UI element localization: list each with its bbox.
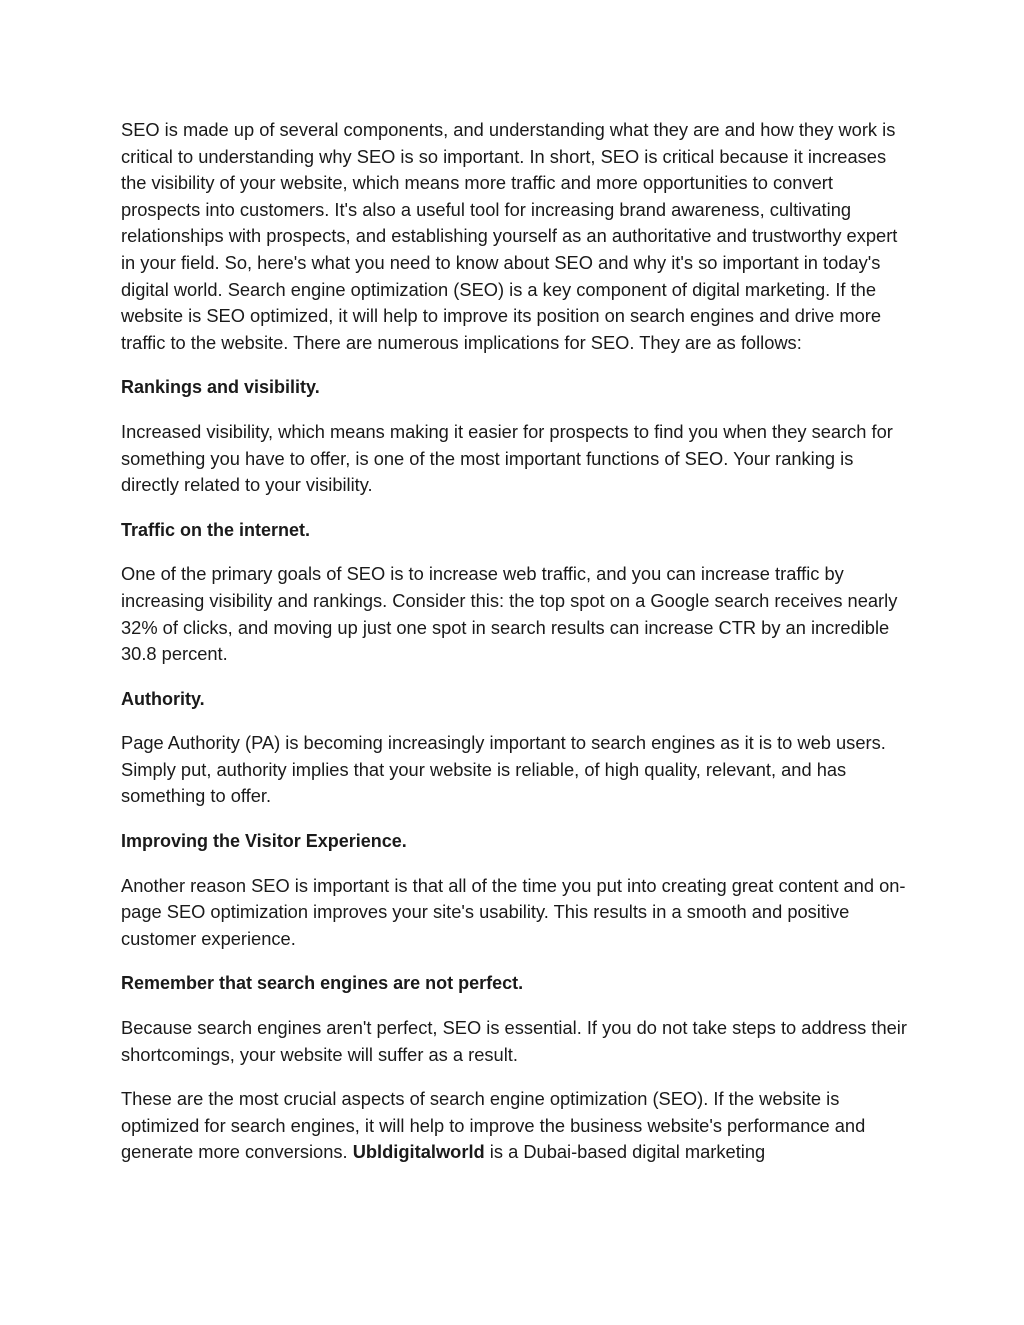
section-heading-traffic: Traffic on the internet.: [121, 519, 311, 540]
section-body-visitor-experience: Another reason SEO is important is that all of the time you put into creating great content and on-page SEO optimization improves your site's usability. This results in a smooth and positive customer experience.: [121, 874, 906, 949]
section-heading-rankings: Rankings and visibility.: [121, 377, 320, 398]
section-body-authority: Page Authority (PA) is becoming increasingly important to search engines as it is to web users. Simply put, authority implies that your website is reliable, of high quality, relevant, and has something to offer.: [121, 732, 886, 807]
section-heading-search-engines: Remember that search engines are not perfect.: [121, 973, 524, 994]
intro-paragraph: SEO is made up of several components, and understanding what they are and how they work is critical to understanding why SEO is so important. In short, SEO is critical because it increases the visibility of your website, which means more traffic and more opportunities to convert prospects into customers. It's also a useful tool for increasing brand awareness, cultivating relationships with prospects, and establishing yourself as an authoritative and trustworthy expert in your field. So, here's what you need to know about SEO and why it's so important in today's digital world. Search engine optimization (SEO) is a key component of digital marketing. If the website is SEO optimized, it will help to improve its position on search engines and drive more traffic to the website. There are numerous implications for SEO. They are as follows:: [121, 119, 898, 353]
closing-text-before: These are the most crucial aspects of search engine optimization (SEO). If the website is optimized for search engines, it will help to improve the business website's performance and generate more conversions.: [121, 1088, 866, 1163]
closing-text-after: is a Dubai-based digital marketing: [484, 1141, 766, 1163]
section-body-search-engines: Because search engines aren't perfect, SEO is essential. If you do not take steps to address their shortcomings, your website will suffer as a result.: [121, 1017, 907, 1065]
section-body-rankings: Increased visibility, which means making it easier for prospects to find you when they search for something you have to offer, is one of the most important functions of SEO. Your ranking is directly related to your visibility.: [121, 420, 893, 496]
section-heading-visitor-experience: Improving the Visitor Experience.: [121, 831, 407, 852]
section-body-traffic: One of the primary goals of SEO is to increase web traffic, and you can increase traffic by increasing visibility and rankings. Consider this: the top spot on a Google search receives nearly 32% of clicks, and moving up just one spot in search results can increase CTR by an incredible 30.8 percent.: [121, 563, 898, 665]
closing-paragraph: [121, 1086, 911, 1166]
section-heading-authority: Authority.: [121, 688, 205, 709]
document-page: [121, 117, 911, 1166]
brand-name: Ubldigitalworld: [352, 1141, 485, 1163]
